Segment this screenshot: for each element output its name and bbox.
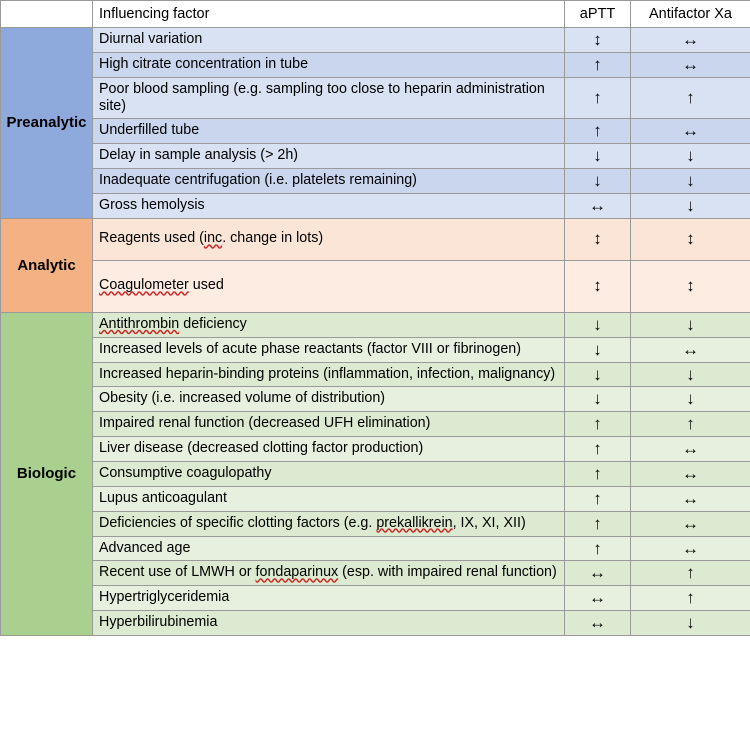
factor-label: Deficiencies of specific clotting factors (e.g. prekallikrein, IX, XI, XII)	[93, 511, 565, 536]
antifactor-xa-value: ↓	[631, 312, 750, 337]
aptt-value: ↑	[565, 511, 631, 536]
table-row	[1, 312, 750, 337]
table-row	[1, 119, 750, 144]
factor-label: Lupus anticoagulant	[93, 486, 565, 511]
aptt-value: ↓	[565, 337, 631, 362]
table-row	[1, 28, 750, 53]
aptt-value: ↑	[565, 437, 631, 462]
table-row	[1, 536, 750, 561]
aptt-value: ↕	[565, 218, 631, 260]
aptt-value: ↑	[565, 52, 631, 77]
aptt-value: ↑	[565, 462, 631, 487]
aptt-value: ↔	[565, 586, 631, 611]
antifactor-xa-value: ↔	[631, 462, 750, 487]
table-row	[1, 77, 750, 119]
table-row	[1, 611, 750, 636]
table-row	[1, 586, 750, 611]
aptt-value: ↑	[565, 412, 631, 437]
aptt-value: ↑	[565, 77, 631, 119]
header-antifactor-xa: Antifactor Xa	[631, 1, 750, 28]
factor-label: Inadequate centrifugation (i.e. platelets remaining)	[93, 169, 565, 194]
table-row	[1, 511, 750, 536]
aptt-value: ↕	[565, 260, 631, 312]
table-row	[1, 337, 750, 362]
table-header-row	[1, 1, 750, 28]
table-row	[1, 260, 750, 312]
factor-label: Hyperbilirubinemia	[93, 611, 565, 636]
aptt-value: ↑	[565, 119, 631, 144]
factor-label: High citrate concentration in tube	[93, 52, 565, 77]
table-row	[1, 52, 750, 77]
aptt-value: ↔	[565, 561, 631, 586]
factor-label: Underfilled tube	[93, 119, 565, 144]
antifactor-xa-value: ↑	[631, 77, 750, 119]
aptt-value: ↓	[565, 144, 631, 169]
aptt-value: ↓	[565, 362, 631, 387]
factor-label: Impaired renal function (decreased UFH elimination)	[93, 412, 565, 437]
header-category	[1, 1, 93, 28]
table-row	[1, 486, 750, 511]
aptt-value: ↓	[565, 169, 631, 194]
antifactor-xa-value: ↑	[631, 586, 750, 611]
factor-label: Increased heparin-binding proteins (inflammation, infection, malignancy)	[93, 362, 565, 387]
aptt-value: ↔	[565, 611, 631, 636]
factor-label: Advanced age	[93, 536, 565, 561]
factor-label: Gross hemolysis	[93, 194, 565, 219]
category-analytic: Analytic	[1, 218, 93, 312]
antifactor-xa-value: ↔	[631, 119, 750, 144]
table-row	[1, 561, 750, 586]
aptt-value: ↔	[565, 194, 631, 219]
factor-label: Recent use of LMWH or fondaparinux (esp. with impaired renal function)	[93, 561, 565, 586]
antifactor-xa-value: ↓	[631, 387, 750, 412]
antifactor-xa-value: ↓	[631, 169, 750, 194]
factor-label: Reagents used (inc. change in lots)	[93, 218, 565, 260]
antifactor-xa-value: ↔	[631, 437, 750, 462]
antifactor-xa-value: ↔	[631, 486, 750, 511]
antifactor-xa-value: ↔	[631, 536, 750, 561]
factor-label: Antithrombin deficiency	[93, 312, 565, 337]
table-row	[1, 437, 750, 462]
aptt-value: ↑	[565, 486, 631, 511]
antifactor-xa-value: ↕	[631, 218, 750, 260]
antifactor-xa-value: ↑	[631, 561, 750, 586]
factor-label: Obesity (i.e. increased volume of distribution)	[93, 387, 565, 412]
aptt-value: ↓	[565, 387, 631, 412]
table-row	[1, 194, 750, 219]
table-row	[1, 169, 750, 194]
antifactor-xa-value: ↓	[631, 194, 750, 219]
factor-label: Increased levels of acute phase reactants (factor VIII or fibrinogen)	[93, 337, 565, 362]
factor-label: Poor blood sampling (e.g. sampling too close to heparin administration site)	[93, 77, 565, 119]
table-row	[1, 462, 750, 487]
factor-label: Coagulometer used	[93, 260, 565, 312]
factor-label: Delay in sample analysis (> 2h)	[93, 144, 565, 169]
header-influencing-factor: Influencing factor	[93, 1, 565, 28]
antifactor-xa-value: ↓	[631, 362, 750, 387]
aptt-value: ↓	[565, 312, 631, 337]
table-row	[1, 144, 750, 169]
antifactor-xa-value: ↔	[631, 28, 750, 53]
antifactor-xa-value: ↔	[631, 52, 750, 77]
factor-label: Consumptive coagulopathy	[93, 462, 565, 487]
category-preanalytic: Preanalytic	[1, 28, 93, 219]
factor-label: Diurnal variation	[93, 28, 565, 53]
category-biologic: Biologic	[1, 312, 93, 635]
antifactor-xa-value: ↕	[631, 260, 750, 312]
table-row	[1, 412, 750, 437]
table-row	[1, 387, 750, 412]
antifactor-xa-value: ↔	[631, 337, 750, 362]
antifactor-xa-value: ↔	[631, 511, 750, 536]
table-row	[1, 218, 750, 260]
antifactor-xa-value: ↑	[631, 412, 750, 437]
factor-label: Hypertriglyceridemia	[93, 586, 565, 611]
table-row	[1, 362, 750, 387]
antifactor-xa-value: ↓	[631, 144, 750, 169]
factor-label: Liver disease (decreased clotting factor production)	[93, 437, 565, 462]
aptt-value: ↕	[565, 28, 631, 53]
antifactor-xa-value: ↓	[631, 611, 750, 636]
aptt-value: ↑	[565, 536, 631, 561]
header-aptt: aPTT	[565, 1, 631, 28]
